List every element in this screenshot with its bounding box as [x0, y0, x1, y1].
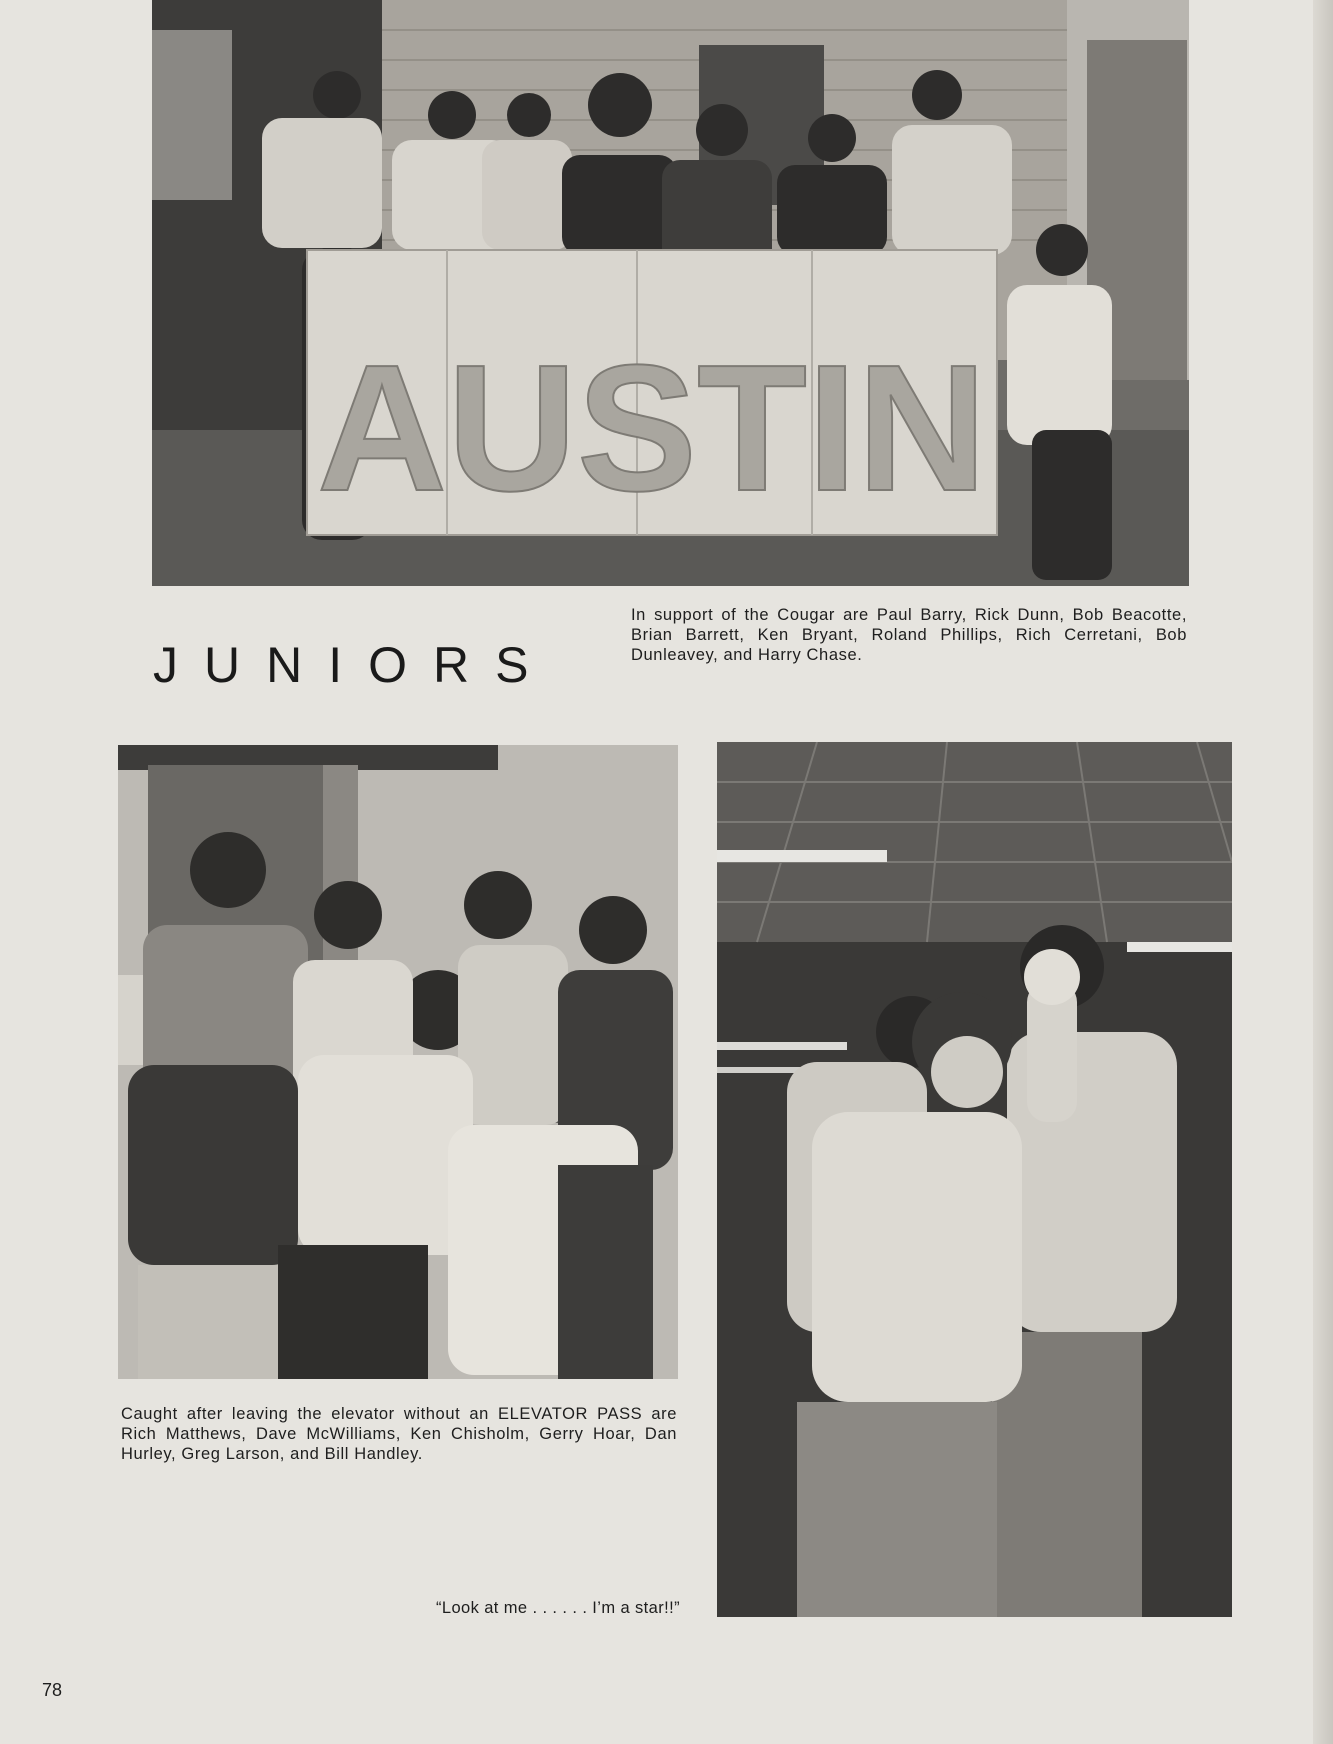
photo-cougar-banner — [152, 0, 1189, 586]
page-gutter — [1313, 0, 1333, 1744]
photo-elevator-group — [118, 745, 678, 1379]
caption-top-photo: In support of the Cougar are Paul Barry, Rick Dunn, Bob Beacotte, Brian Barrett, Ken Bryant, Roland Phillips, Rich Cerretani, Bob Dunleavey, and Harry Chase. — [631, 606, 1187, 664]
photo-waving-student — [717, 742, 1232, 1617]
section-heading: JUNIORS — [153, 637, 555, 693]
caption-star-photo: “Look at me . . . . . . I’m a star!!” — [435, 1599, 680, 1617]
banner-lettering: AUSTIN — [317, 328, 987, 529]
page-number: 78 — [42, 1680, 63, 1700]
caption-elevator-photo: Caught after leaving the elevator without an ELEVATOR PASS are Rich Matthews, Dave McWilliams, Ken Chisholm, Gerry Hoar, Dan Hurley, Greg Larson, and Bill Handley. — [121, 1405, 677, 1463]
